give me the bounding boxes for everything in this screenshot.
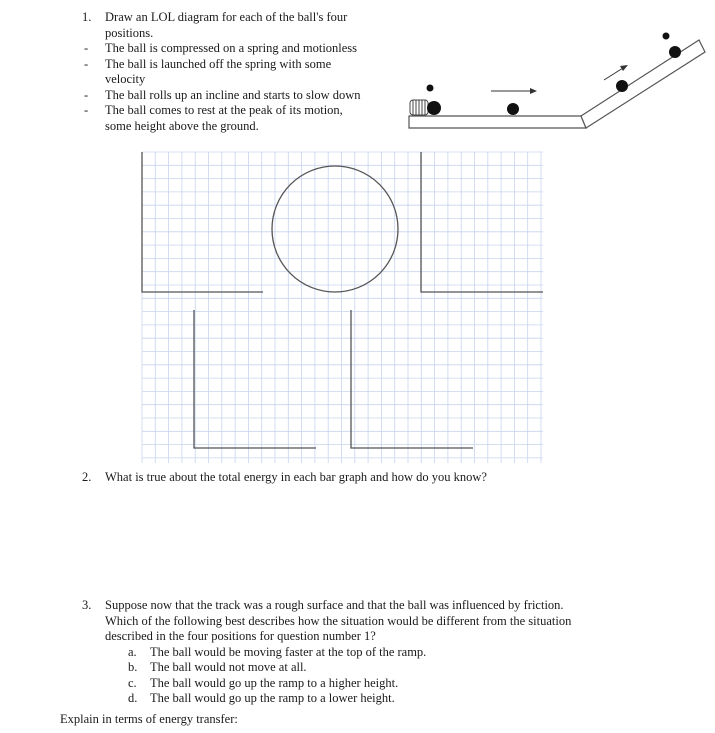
q2-text: What is true about the total energy in each bar graph and how do you know? [105, 470, 487, 484]
bullet-text: The ball rolls up an incline and starts to slow down [105, 88, 361, 102]
option-text: The ball would go up the ramp to a higher height. [150, 676, 399, 690]
q3-line1: Suppose now that the track was a rough surface and that the ball was influenced by friction. [105, 598, 564, 612]
option-text: The ball would go up the ramp to a lower height. [150, 691, 395, 705]
option-letter: d. [128, 691, 138, 705]
right-bar-frame [421, 152, 543, 292]
option-text: The ball would not move at all. [150, 660, 307, 674]
q3-line2: Which of the following best describes how the situation would be different from the situation [105, 614, 572, 628]
lol-frames [142, 152, 543, 448]
bullet-marker: - [84, 41, 89, 55]
left-bar-frame [142, 152, 263, 292]
q1-prompt-line1: Draw an LOL diagram for each of the ball's four [105, 10, 348, 24]
bullet-text: The ball is launched off the spring with some [105, 57, 332, 71]
system-circle [272, 166, 398, 292]
grid-lines [142, 152, 543, 463]
q2-number: 2. [82, 470, 92, 484]
bullet-text: The ball comes to rest at the peak of its motion, [105, 103, 343, 117]
bottom-left-frame [194, 310, 316, 448]
bullet-text: velocity [105, 72, 146, 86]
q1-prompt-line2: positions. [105, 26, 154, 40]
q3-line3: described in the four positions for question number 1? [105, 629, 376, 643]
q1-number: 1. [82, 10, 92, 24]
bullet-marker: - [84, 88, 89, 102]
bullet-marker: - [84, 57, 89, 71]
option-letter: b. [128, 660, 138, 674]
option-letter: a. [128, 645, 137, 659]
bullet-text: some height above the ground. [105, 119, 259, 133]
bullet-text: The ball is compressed on a spring and motionless [105, 41, 358, 55]
bottom-right-frame [351, 310, 473, 448]
explain-prompt: Explain in terms of energy transfer: [60, 712, 238, 726]
q3-number: 3. [82, 598, 92, 612]
bullet-marker: - [84, 103, 89, 117]
option-text: The ball would be moving faster at the top of the ramp. [150, 645, 427, 659]
option-letter: c. [128, 676, 137, 690]
